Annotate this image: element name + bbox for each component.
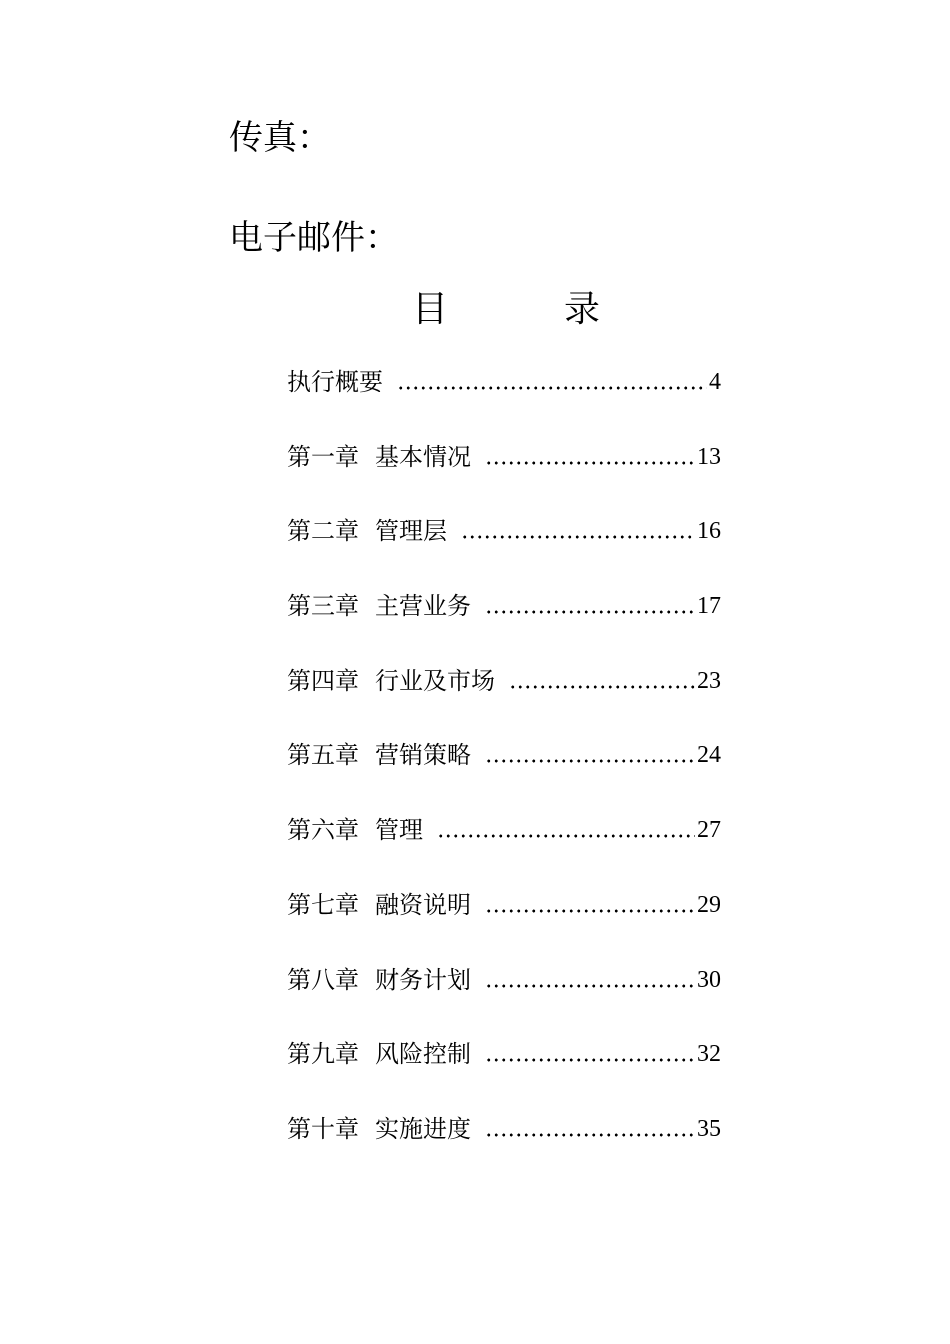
toc-page-number: 27 [697,817,721,844]
toc-page-number: 23 [697,667,721,694]
toc-entry-chapter-6[interactable] [287,812,721,887]
toc-entry-executive-summary[interactable] [287,364,721,439]
toc-page-number: 4 [709,369,721,395]
toc-entry-title: 实施进度 [375,1114,471,1143]
toc-entry-chapter-7[interactable] [287,887,721,962]
toc-chapter-number: 第八章 [287,965,359,994]
toc-page-number: 35 [697,1115,721,1142]
toc-entry-chapter-10[interactable] [287,1111,721,1186]
toc-entry-chapter-2[interactable] [287,513,721,588]
toc-entry-title: 基本情况 [375,442,471,471]
toc-entry-title: 财务计划 [375,965,471,994]
toc-page-number: 29 [697,891,721,918]
toc-chapter-number: 第六章 [287,816,359,845]
toc-entry-title: 营销策略 [375,741,471,770]
dot-leader [485,737,695,763]
dot-leader [509,663,695,689]
toc-chapter-number: 第二章 [287,517,359,546]
toc-page-number: 17 [697,593,721,620]
toc-page-number: 32 [697,1041,721,1068]
toc-page-number: 30 [697,966,721,993]
toc-chapter-number: 第三章 [287,592,359,621]
toc-list [287,364,721,1186]
toc-entry-chapter-1[interactable] [287,439,721,514]
toc-entry-chapter-8[interactable] [287,962,721,1037]
dot-leader [485,1036,695,1062]
toc-entry-title: 管理层 [375,517,447,546]
toc-entry-chapter-9[interactable] [287,1036,721,1111]
toc-entry-title: 融资说明 [375,890,471,919]
dot-leader [437,812,695,838]
toc-chapter-number: 第四章 [287,666,359,695]
dot-leader [485,439,695,465]
dot-leader [485,588,695,614]
fax-label: 传真： [229,118,331,158]
email-label: 电子邮件： [229,218,399,258]
toc-entry-chapter-3[interactable] [287,588,721,663]
toc-entry-chapter-4[interactable] [287,663,721,738]
toc-page-number: 13 [697,443,721,470]
dot-leader [485,1111,695,1137]
toc-page-number: 16 [697,518,721,545]
toc-entry-title: 风险控制 [375,1040,471,1069]
toc-entry-title: 管理 [375,816,423,845]
toc-title-char-1: 目 [412,289,449,330]
dot-leader [485,962,695,988]
toc-entry-title: 执行概要 [287,368,383,396]
toc-chapter-number: 第五章 [287,741,359,770]
toc-title [0,288,950,332]
toc-chapter-number: 第九章 [287,1040,359,1069]
toc-entry-chapter-5[interactable] [287,737,721,812]
dot-leader [461,513,695,539]
toc-chapter-number: 第七章 [287,890,359,919]
toc-entry-title: 行业及市场 [375,666,495,695]
toc-page-number: 24 [697,742,721,769]
toc-chapter-number: 第一章 [287,442,359,471]
dot-leader [485,887,695,913]
toc-chapter-number: 第十章 [287,1114,359,1143]
toc-title-char-2: 录 [564,289,601,330]
toc-entry-title: 主营业务 [375,592,471,621]
dot-leader [397,364,707,390]
